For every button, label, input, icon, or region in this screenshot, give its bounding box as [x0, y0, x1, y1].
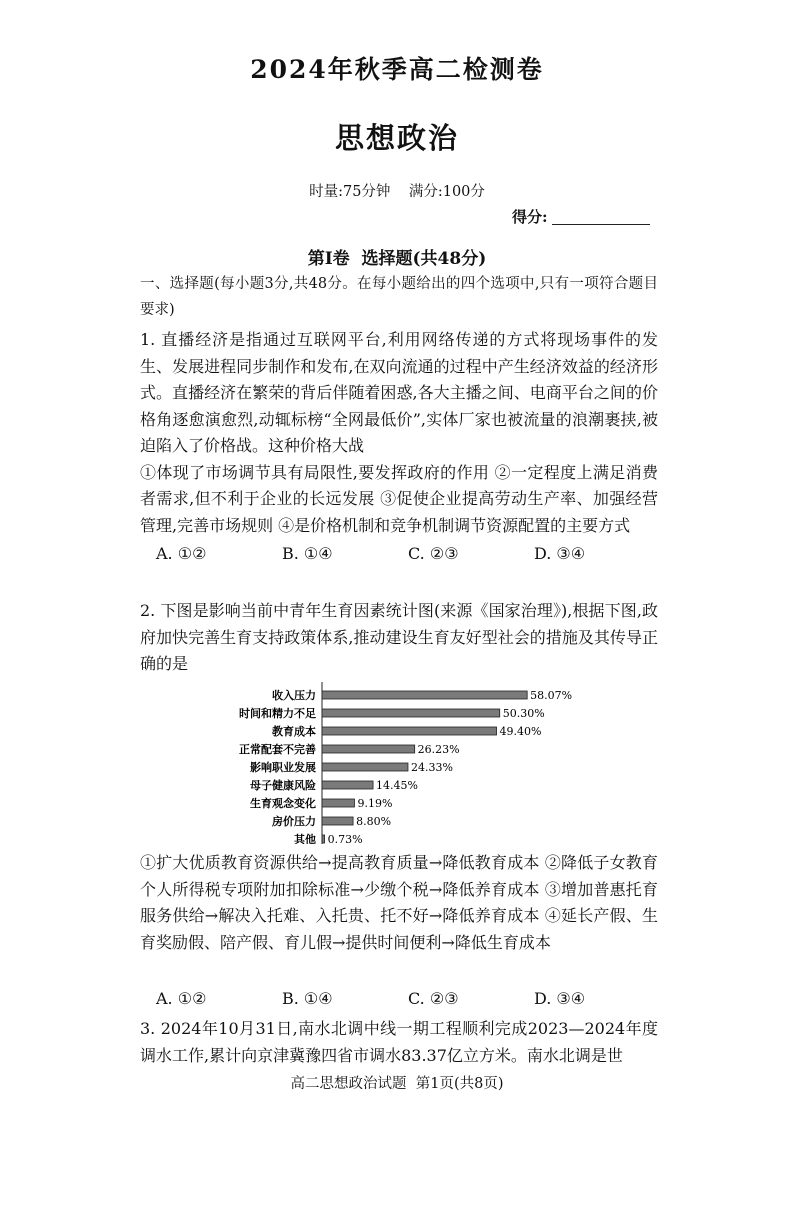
choice-c[interactable]: C. ②③ — [408, 544, 459, 563]
value-label: 9.19% — [357, 797, 393, 810]
category-label: 房价压力 — [272, 815, 316, 828]
question-2-options: ①扩大优质教育资源供给→提高教育质量→降低教育成本 ②降低子女教育个人所得税专项附加扣除标准→少缴个税→降低养育成本 ③增加普惠托育服务供给→解决入托难、入托贵、托不好→降低养育成本 ④延长产假、生育奖励假、陪产假、育儿假→提供时间便利→降低生育成本 — [140, 853, 658, 952]
page-footer: 高二思想政治试题 第1页(共8页) — [290, 1076, 504, 1092]
value-label: 24.33% — [410, 761, 453, 774]
value-label: 14.45% — [376, 779, 419, 792]
bar — [322, 709, 500, 717]
bar — [322, 799, 354, 807]
category-label: 其他 — [294, 833, 316, 844]
category-label: 正常配套不完善 — [239, 743, 316, 756]
question-2-stem: 2. 下图是影响当前中青年生育因素统计图(来源《国家治理》),根据下图,政府加快完善生育支持政策体系,推动建设生育友好型社会的措施及其传导正确的是 — [140, 601, 658, 673]
choice-c[interactable]: C. ②③ — [408, 989, 459, 1008]
bar — [322, 781, 373, 789]
section-instructions: 一、选择题(每小题3分,共48分。在每小题给出的四个选项中,只有一项符合题目要求) — [140, 276, 658, 318]
category-label: 收入压力 — [272, 689, 316, 702]
question-1-options: ①体现了市场调节具有局限性,要发挥政府的作用 ②一定程度上满足消费者需求,但不利于企业的长远发展 ③促使企业提高劳动生产率、加强经营管理,完善市场规则 ④是价格机制和竞争机制调节资源配置的主要方式 — [140, 462, 658, 535]
bar — [322, 817, 353, 825]
bar — [322, 727, 497, 735]
category-label: 生育观念变化 — [250, 797, 316, 810]
value-label: 58.07% — [530, 689, 573, 702]
question-2-choices — [140, 986, 658, 1013]
choice-b[interactable]: B. ①④ — [282, 544, 333, 563]
value-label: 8.80% — [356, 815, 392, 828]
birth-factors-bar-chart — [222, 682, 622, 844]
category-label: 时间和精力不足 — [239, 707, 316, 720]
value-label: 49.40% — [499, 725, 542, 738]
value-label: 26.23% — [417, 743, 460, 756]
choice-b[interactable]: B. ①④ — [282, 989, 333, 1008]
bar — [322, 763, 408, 771]
exam-time-info: 时量:75分钟 满分:100分 — [309, 184, 485, 200]
choice-a[interactable]: A. ①② — [156, 989, 207, 1008]
bar — [322, 835, 325, 843]
subject-title: 思想政治 — [334, 121, 459, 155]
question-3-stem: 3. 2024年10月31日,南水北调中线一期工程顺利完成2023—2024年度调水工作,累计向京津冀豫四省市调水83.37亿立方米。南水北调是世 — [140, 1019, 658, 1065]
main-title: 2024年秋季高二检测卷 — [250, 55, 544, 84]
choice-a[interactable]: A. ①② — [156, 544, 207, 563]
value-label: 0.73% — [327, 833, 363, 844]
question-1 — [140, 327, 658, 568]
question-1-stem: 1. 直播经济是指通过互联网平台,利用网络传递的方式将现场事件的发生、发展进程同步制作和发布,在双向流通的过程中产生经济效益的经济形式。直播经济在繁荣的背后伴随着困惑,各大主播之间、电商平台之间的价格角逐愈演愈烈,动辄标榜“全网最低价”,实体厂家也被流量的浪潮裹挟,被迫陷入了价格战。这种价格大战 — [140, 330, 658, 455]
choice-d[interactable]: D. ③④ — [534, 989, 586, 1008]
category-label: 影响职业发展 — [250, 761, 316, 774]
score-blank[interactable] — [552, 224, 650, 225]
value-label: 50.30% — [502, 707, 545, 720]
bar — [322, 691, 527, 699]
choice-d[interactable]: D. ③④ — [534, 544, 586, 563]
category-label: 母子健康风险 — [250, 779, 316, 792]
section-heading: 第Ⅰ卷 选择题(共48分) — [307, 249, 487, 269]
question-1-choices — [140, 541, 658, 568]
score-label: 得分: — [512, 208, 548, 226]
category-label: 教育成本 — [272, 725, 316, 738]
bar — [322, 745, 415, 753]
